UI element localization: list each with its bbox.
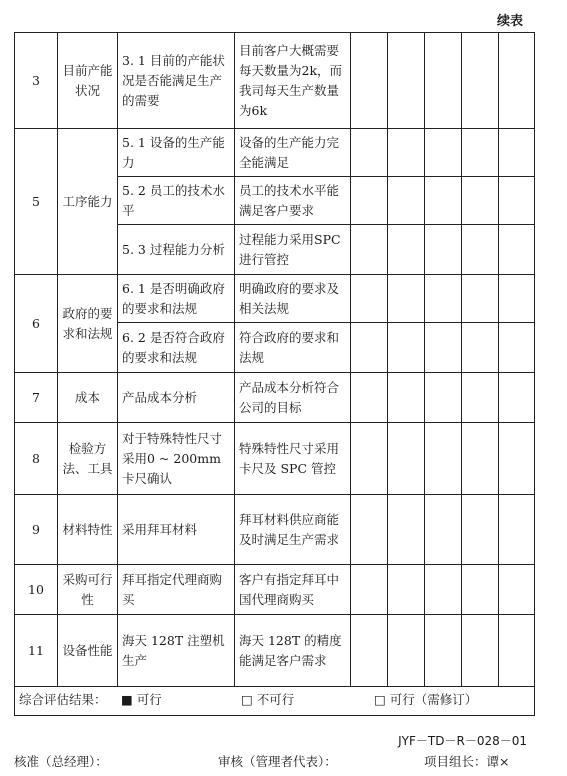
row-number: 6 [15,275,58,373]
blank-cell [425,423,462,495]
blank-cell [351,225,388,275]
table-row [15,495,535,565]
evaluation-item: 政府的要求和法规 [58,275,118,373]
evaluation-item: 检验方法、工具 [58,423,118,495]
summary-label: 综合评估结果： [19,692,107,707]
table-row [15,275,535,323]
table-row [15,423,535,495]
evaluation-item: 设备性能 [58,615,118,687]
table-body [15,33,535,716]
blank-cell [351,495,388,565]
summary-row [15,687,535,716]
blank-cell [499,177,535,225]
evaluation-item: 材料特性 [58,495,118,565]
evaluation-description: 明确政府的要求及相关法规 [235,275,351,323]
document-code: JYF－TD－R－028－01 [398,734,527,748]
evaluation-subitem: 3. 1 目前的产能状况是否能满足生产的需要 [118,33,235,129]
blank-cell [425,565,462,615]
blank-cell [388,615,425,687]
blank-cell [499,373,535,423]
blank-cell [351,615,388,687]
blank-cell [425,495,462,565]
evaluation-subitem: 5. 2 员工的技术水平 [118,177,235,225]
blank-cell [462,495,499,565]
evaluation-subitem: 海天 128T 注塑机生产 [118,615,235,687]
blank-cell [499,323,535,373]
evaluation-table [14,32,535,716]
blank-cell [388,177,425,225]
summary-cell [15,687,535,716]
blank-cell [388,275,425,323]
blank-cell [388,495,425,565]
row-number: 9 [15,495,58,565]
row-number: 10 [15,565,58,615]
blank-cell [499,423,535,495]
continuation-label: 续表 [496,14,523,29]
row-number: 7 [15,373,58,423]
evaluation-description: 特殊特性尺寸采用卡尺及 SPC 管控 [235,423,351,495]
blank-cell [425,177,462,225]
evaluation-subitem: 5. 3 过程能力分析 [118,225,235,275]
blank-cell [351,33,388,129]
blank-cell [425,225,462,275]
row-number: 5 [15,129,58,275]
evaluation-description: 产品成本分析符合公司的目标 [235,373,351,423]
evaluation-subitem: 5. 1 设备的生产能力 [118,129,235,177]
row-number: 3 [15,33,58,129]
evaluation-description: 目前客户大概需要每天数量为2k，而我司每天生产数量为6k [235,33,351,129]
evaluation-subitem: 产品成本分析 [118,373,235,423]
table-row [15,33,535,129]
blank-cell [462,615,499,687]
table-row [15,373,535,423]
blank-cell [425,323,462,373]
blank-cell [388,565,425,615]
evaluation-item: 采购可行性 [58,565,118,615]
blank-cell [462,177,499,225]
evaluation-description: 符合政府的要求和法规 [235,323,351,373]
evaluation-description: 过程能力采用SPC 进行管控 [235,225,351,275]
blank-cell [499,565,535,615]
evaluation-subitem: 采用拜耳材料 [118,495,235,565]
evaluation-description: 拜耳材料供应商能及时满足生产需求 [235,495,351,565]
blank-cell [499,275,535,323]
row-number: 11 [15,615,58,687]
blank-cell [462,373,499,423]
blank-cell [499,129,535,177]
blank-cell [462,33,499,129]
evaluation-item: 目前产能状况 [58,33,118,129]
blank-cell [499,33,535,129]
evaluation-description: 设备的生产能力完全能满足 [235,129,351,177]
blank-cell [499,615,535,687]
evaluation-subitem: 6. 2 是否符合政府的要求和法规 [118,323,235,373]
blank-cell [499,495,535,565]
blank-cell [351,423,388,495]
blank-cell [462,129,499,177]
blank-cell [388,373,425,423]
evaluation-description: 海天 128T 的精度能满足客户需求 [235,615,351,687]
blank-cell [351,129,388,177]
evaluation-description: 员工的技术水平能满足客户要求 [235,177,351,225]
approval-signature-label: 核准（总经理）： [14,754,108,769]
blank-cell [425,373,462,423]
evaluation-description: 客户有指定拜耳中国代理商购买 [235,565,351,615]
blank-cell [425,275,462,323]
blank-cell [351,275,388,323]
table-row [15,615,535,687]
evaluation-item: 成本 [58,373,118,423]
blank-cell [388,225,425,275]
option-infeasible: □ 不可行 [241,692,295,707]
blank-cell [351,323,388,373]
review-signature-label: 审核（管理者代表）： [218,754,337,769]
blank-cell [499,225,535,275]
option-feasible-revision: □ 可行（需修订） [374,692,478,707]
blank-cell [388,33,425,129]
team-leader-label: 项目组长：谭× [424,754,510,769]
blank-cell [425,33,462,129]
table-row [15,129,535,177]
row-number: 8 [15,423,58,495]
blank-cell [388,129,425,177]
evaluation-subitem: 对于特殊特性尺寸采用0 ~ 200mm卡尺确认 [118,423,235,495]
blank-cell [462,565,499,615]
blank-cell [462,323,499,373]
option-feasible-checked: ■ 可行 [121,692,162,707]
blank-cell [425,129,462,177]
evaluation-subitem: 6. 1 是否明确政府的要求和法规 [118,275,235,323]
blank-cell [462,225,499,275]
blank-cell [462,423,499,495]
table-row [15,565,535,615]
blank-cell [462,275,499,323]
evaluation-item: 工序能力 [58,129,118,275]
blank-cell [351,565,388,615]
evaluation-subitem: 拜耳指定代理商购买 [118,565,235,615]
blank-cell [425,615,462,687]
blank-cell [388,323,425,373]
blank-cell [351,373,388,423]
blank-cell [351,177,388,225]
blank-cell [388,423,425,495]
